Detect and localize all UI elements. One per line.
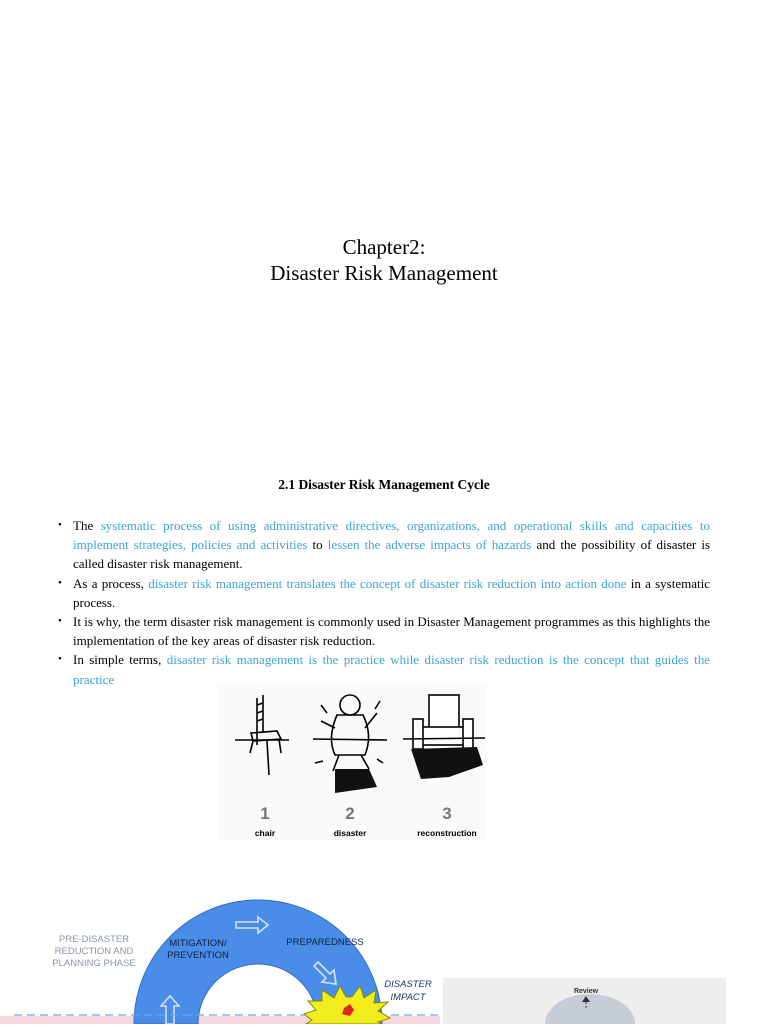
impact-label-line: DISASTER	[384, 979, 432, 990]
mitigation-label-line: PREVENTION	[167, 950, 229, 961]
chapter-name: Disaster Risk Management	[270, 261, 498, 285]
bullet-item	[56, 516, 710, 574]
impact-label	[384, 979, 432, 1003]
section-heading: 2.1 Disaster Risk Management Cycle	[278, 477, 490, 492]
disaster-shadow	[335, 769, 377, 793]
chapter-number: Chapter2:	[342, 235, 426, 259]
phase-label	[52, 934, 135, 969]
mitigation-label	[167, 938, 229, 961]
phase-label-line: REDUCTION AND	[54, 946, 134, 957]
preparedness-label: PREPAREDNESS	[286, 937, 364, 948]
figure-number: 3	[442, 804, 452, 823]
bullet-dot: •	[58, 653, 62, 666]
mitigation-label-line: MITIGATION/	[169, 938, 227, 949]
figure-numbers	[260, 804, 451, 823]
cycle-diagram	[0, 880, 768, 1024]
highlighted-text: disaster risk management is the practice while disaster risk reduction is the concept that guides the practice	[73, 652, 710, 687]
body-text: It is why, the term disaster risk management is commonly used in Disaster Management programmes as this highlights the implementation of the key areas of disaster risk reduction.	[73, 614, 710, 649]
figure-number: 1	[260, 804, 270, 823]
figure-caption: reconstruction	[417, 828, 477, 838]
impact-label-line: IMPACT	[390, 992, 426, 1003]
bullet-dot: •	[58, 615, 62, 628]
body-text: As a process,	[73, 575, 149, 591]
bullet-dot: •	[58, 576, 62, 589]
chapter-title	[0, 234, 768, 286]
figure-caption: disaster	[333, 828, 367, 838]
body-text: in a systematic process.	[73, 575, 710, 610]
highlighted-text: systematic process of using administrative directives, organizations, and operational skills and capacities to implement strategies, policies and activities	[73, 518, 710, 553]
body-text: to	[307, 537, 328, 553]
figure-number: 2	[345, 804, 355, 823]
cycle-diagram-svg	[0, 880, 768, 1024]
highlighted-text: disaster risk management translates the concept of disaster risk reduction into action done	[148, 575, 627, 591]
phase-label-line: PLANNING PHASE	[52, 958, 136, 969]
phase-label-line: PRE-DISASTER	[58, 934, 130, 945]
bullet-item	[56, 612, 710, 650]
chair-illustration-svg	[217, 683, 487, 840]
bullet-list	[56, 516, 710, 689]
review-label: Review	[573, 988, 599, 995]
body-text: In simple terms,	[73, 652, 167, 668]
chair-sketch	[235, 695, 289, 775]
body-text: and the possibility of disaster is called disaster risk management.	[73, 537, 711, 572]
reconstruction-shadow	[411, 747, 483, 779]
body-text: The	[73, 518, 101, 533]
reconstruction-sketch	[403, 695, 485, 749]
bullet-dot: •	[58, 519, 62, 531]
figure-caption: chair	[254, 828, 276, 838]
figure-captions	[255, 828, 477, 838]
chair-illustration	[217, 683, 487, 840]
bullet-item	[56, 574, 710, 612]
highlighted-text: lessen the adverse impacts of hazards	[327, 537, 532, 553]
disaster-sketch	[313, 695, 387, 771]
